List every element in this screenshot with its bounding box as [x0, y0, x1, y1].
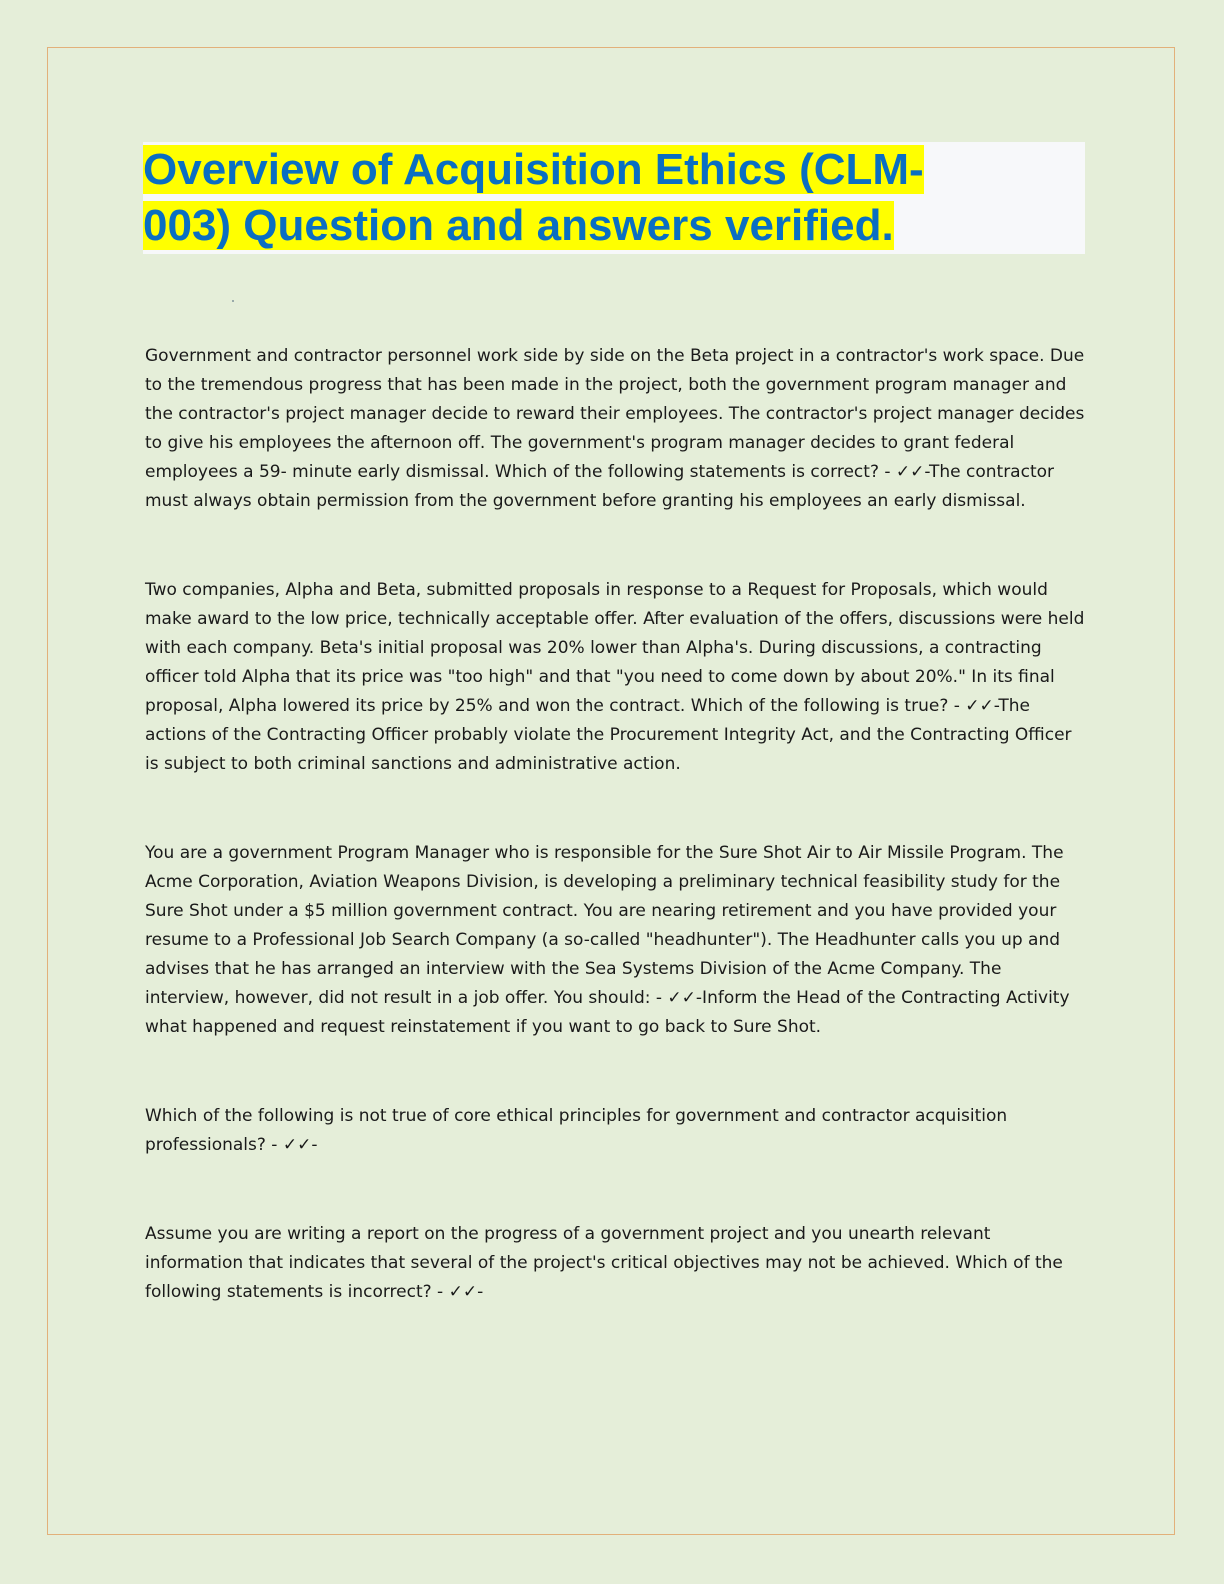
document-title — [143, 142, 1085, 254]
qa-item — [145, 1102, 1085, 1160]
qa-item — [145, 342, 1085, 516]
check-icon: ✓✓ — [895, 462, 925, 482]
check-icon: ✓✓ — [282, 1135, 312, 1155]
answer-text: - — [477, 1282, 484, 1302]
qa-item — [145, 576, 1085, 779]
question-text: Which of the following is not true of core ethical principles for government and contractor acquisition professionals? - — [145, 1106, 1008, 1155]
check-icon: ✓✓ — [667, 988, 696, 1008]
answer-text: - — [311, 1135, 318, 1155]
answer-text: -The contractor must always obtain permission from the government before granting his employees an early dismissal. — [145, 462, 1054, 511]
question-text: Assume you are writing a report on the progress of a government project and you unearth relevant information that indicates that several of the project's critical objectives may not be achieved. Which of the following statements is incorrect? - — [145, 1224, 1063, 1302]
stray-mark — [232, 300, 234, 302]
question-text: Two companies, Alpha and Beta, submitted proposals in response to a Request for Proposals, which would make award to the low price, technically acceptable offer. After evaluation of the offers, discussions were held with each company. Beta's initial proposal was 20% lower than Alpha's. During discussions, a contracting officer told Alpha that its price was "too high" and that "you need to come down by about 20%." In its final proposal, Alpha lowered its price by 25% and won the contract. Which of the following is true? - — [145, 580, 1085, 716]
qa-item — [145, 1220, 1085, 1307]
question-text: You are a government Program Manager who is responsible for the Sure Shot Air to Air Missile Program. The Acme Corporation, Aviation Weapons Division, is developing a preliminary technical feasibility study for the Sure Shot under a $5 million government contract. You are nearing retirement and you have provided your resume to a Professional Job Search Company (a so-called "headhunter"). The Headhunter calls you up and advises that he has arranged an interview with the Sea Systems Division of the Acme Company. The interview, however, did not result in a job offer. You should: - — [145, 843, 1064, 1008]
qa-list — [145, 342, 1085, 1307]
title-block — [143, 142, 1085, 254]
title-line-2: 003) Question and answers verified. — [143, 201, 894, 250]
answer-text: -The actions of the Contracting Officer probably violate the Procurement Integrity Act, and the Contracting Officer is subject to both criminal sanctions and administrative action. — [145, 696, 1072, 774]
question-text: Government and contractor personnel work side by side on the Beta project in a contractor's work space. Due to the tremendous progress that has been made in the project, both the government program manager and the contractor's project manager decide to reward their employees. The contractor's project manager decides to give his employees the afternoon off. The government's program manager decides to grant federal employees a 59- minute early dismissal. Which of the following statements is correct? - — [145, 346, 1085, 482]
check-icon: ✓✓ — [448, 1282, 478, 1302]
check-icon: ✓✓ — [965, 696, 994, 716]
qa-item — [145, 839, 1085, 1042]
title-line-1: Overview of Acquisition Ethics (CLM- — [143, 145, 924, 194]
answer-text: -Inform the Head of the Contracting Activity what happened and request reinstatement if you want to go back to Sure Shot. — [145, 988, 1070, 1037]
